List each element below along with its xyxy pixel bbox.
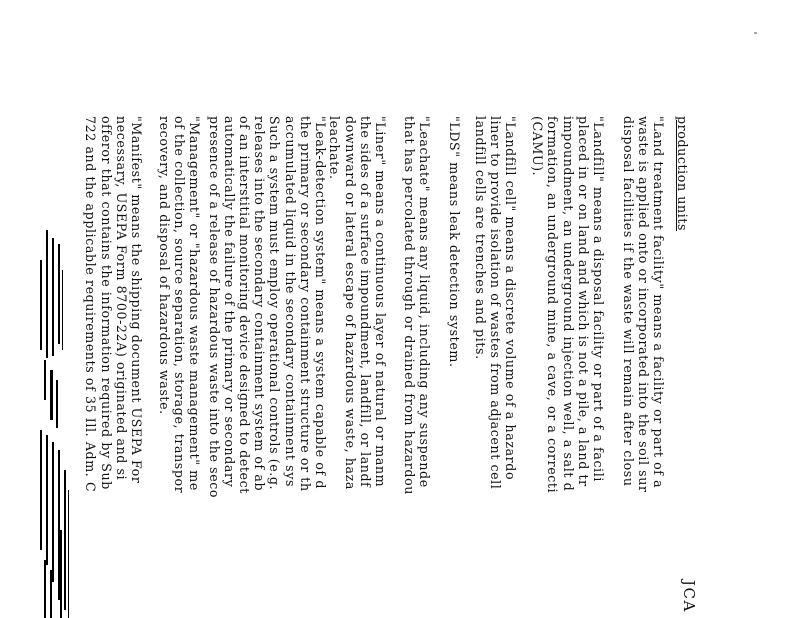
text-line: "Leak-detection system" means a system capable of d <box>313 116 328 490</box>
text-line: "Liner" means a continuous layer of natural or manm <box>373 116 388 488</box>
text-line: liner to provide isolation of wastes from adjacent cell <box>487 116 503 490</box>
text-line: recovery, and disposal of hazardous waste. <box>156 116 172 415</box>
text-line: releases into the secondary containment system of ab <box>252 116 268 492</box>
definition-lds <box>447 116 462 368</box>
text-line: impoundment, an underground injection well, a salt d <box>560 116 576 492</box>
text-line: the primary or secondary containment structure or th <box>297 116 313 492</box>
definition-manifest <box>83 116 144 492</box>
definition-land-treatment-facility <box>620 116 666 493</box>
rotated-document-page <box>83 0 700 618</box>
text-line: "Management" or "hazardous waste management" me <box>187 116 202 491</box>
text-line: waste is applied onto or incorporated into the soil sur <box>635 116 651 493</box>
text-line: presence of a release of hazardous waste into the seco <box>206 116 222 499</box>
section-title: production units <box>675 116 690 232</box>
text-line: Such a system must employ operational controls (e.g. <box>267 116 283 491</box>
text-line: (CAMU). <box>530 116 546 177</box>
definition-landfill <box>530 116 606 493</box>
text-line: necessary, USEPA Form 8700-22A) originated and si <box>113 116 129 481</box>
text-line: offeror that contains the information required by Sub <box>98 116 114 490</box>
document-header-code: JCA <box>680 580 698 613</box>
text-line: "Leachate" means any liquid, including any suspende <box>417 116 432 488</box>
text-line: "Manifest" means the shipping document USEPA For <box>129 116 144 484</box>
definition-leak-detection-system <box>206 116 328 498</box>
text-line: landfill cells are trenches and pits. <box>472 116 488 360</box>
scan-artifact-barcode <box>0 230 80 618</box>
text-line: formation, an underground mine, a cave, or a correcti <box>545 116 561 494</box>
scan-speck <box>754 32 757 34</box>
text-line: placed in or on land and which is not a pile, a land tr <box>575 116 591 487</box>
text-line: downward or lateral escape of hazardous waste, haza <box>342 116 358 491</box>
definition-management <box>156 116 202 493</box>
text-line: the sides of a surface impoundment, landfill, or landf <box>357 116 373 488</box>
text-line: 722 and the applicable requirements of 35 Ill. Adm. C <box>83 116 99 493</box>
text-line: that has percolated through or drained from hazardou <box>401 116 417 495</box>
definition-liner <box>327 116 388 490</box>
definition-landfill-cell <box>472 116 518 489</box>
document-text-area <box>83 0 700 618</box>
text-line: "LDS" means leak detection system. <box>447 116 462 368</box>
text-line: of an interstitial monitoring device designed to detect <box>236 116 252 494</box>
text-line: "Land treatment facility" means a facility or part of a <box>651 116 666 489</box>
text-line: accumulated liquid in the secondary containment sys <box>282 116 298 488</box>
definition-leachate <box>402 116 432 495</box>
text-line: "Landfill" means a disposal facility or part of a facili <box>591 116 606 482</box>
text-line: of the collection, source separation, storage, transpor <box>171 116 187 494</box>
text-line: "Landfill cell" means a discrete volume of a hazardo <box>503 116 518 481</box>
text-line: automatically the failure of the primary or secondary <box>221 116 237 488</box>
text-line: leachate. <box>327 116 343 180</box>
text-line: disposal facilities if the waste will remain after closu <box>620 116 636 487</box>
